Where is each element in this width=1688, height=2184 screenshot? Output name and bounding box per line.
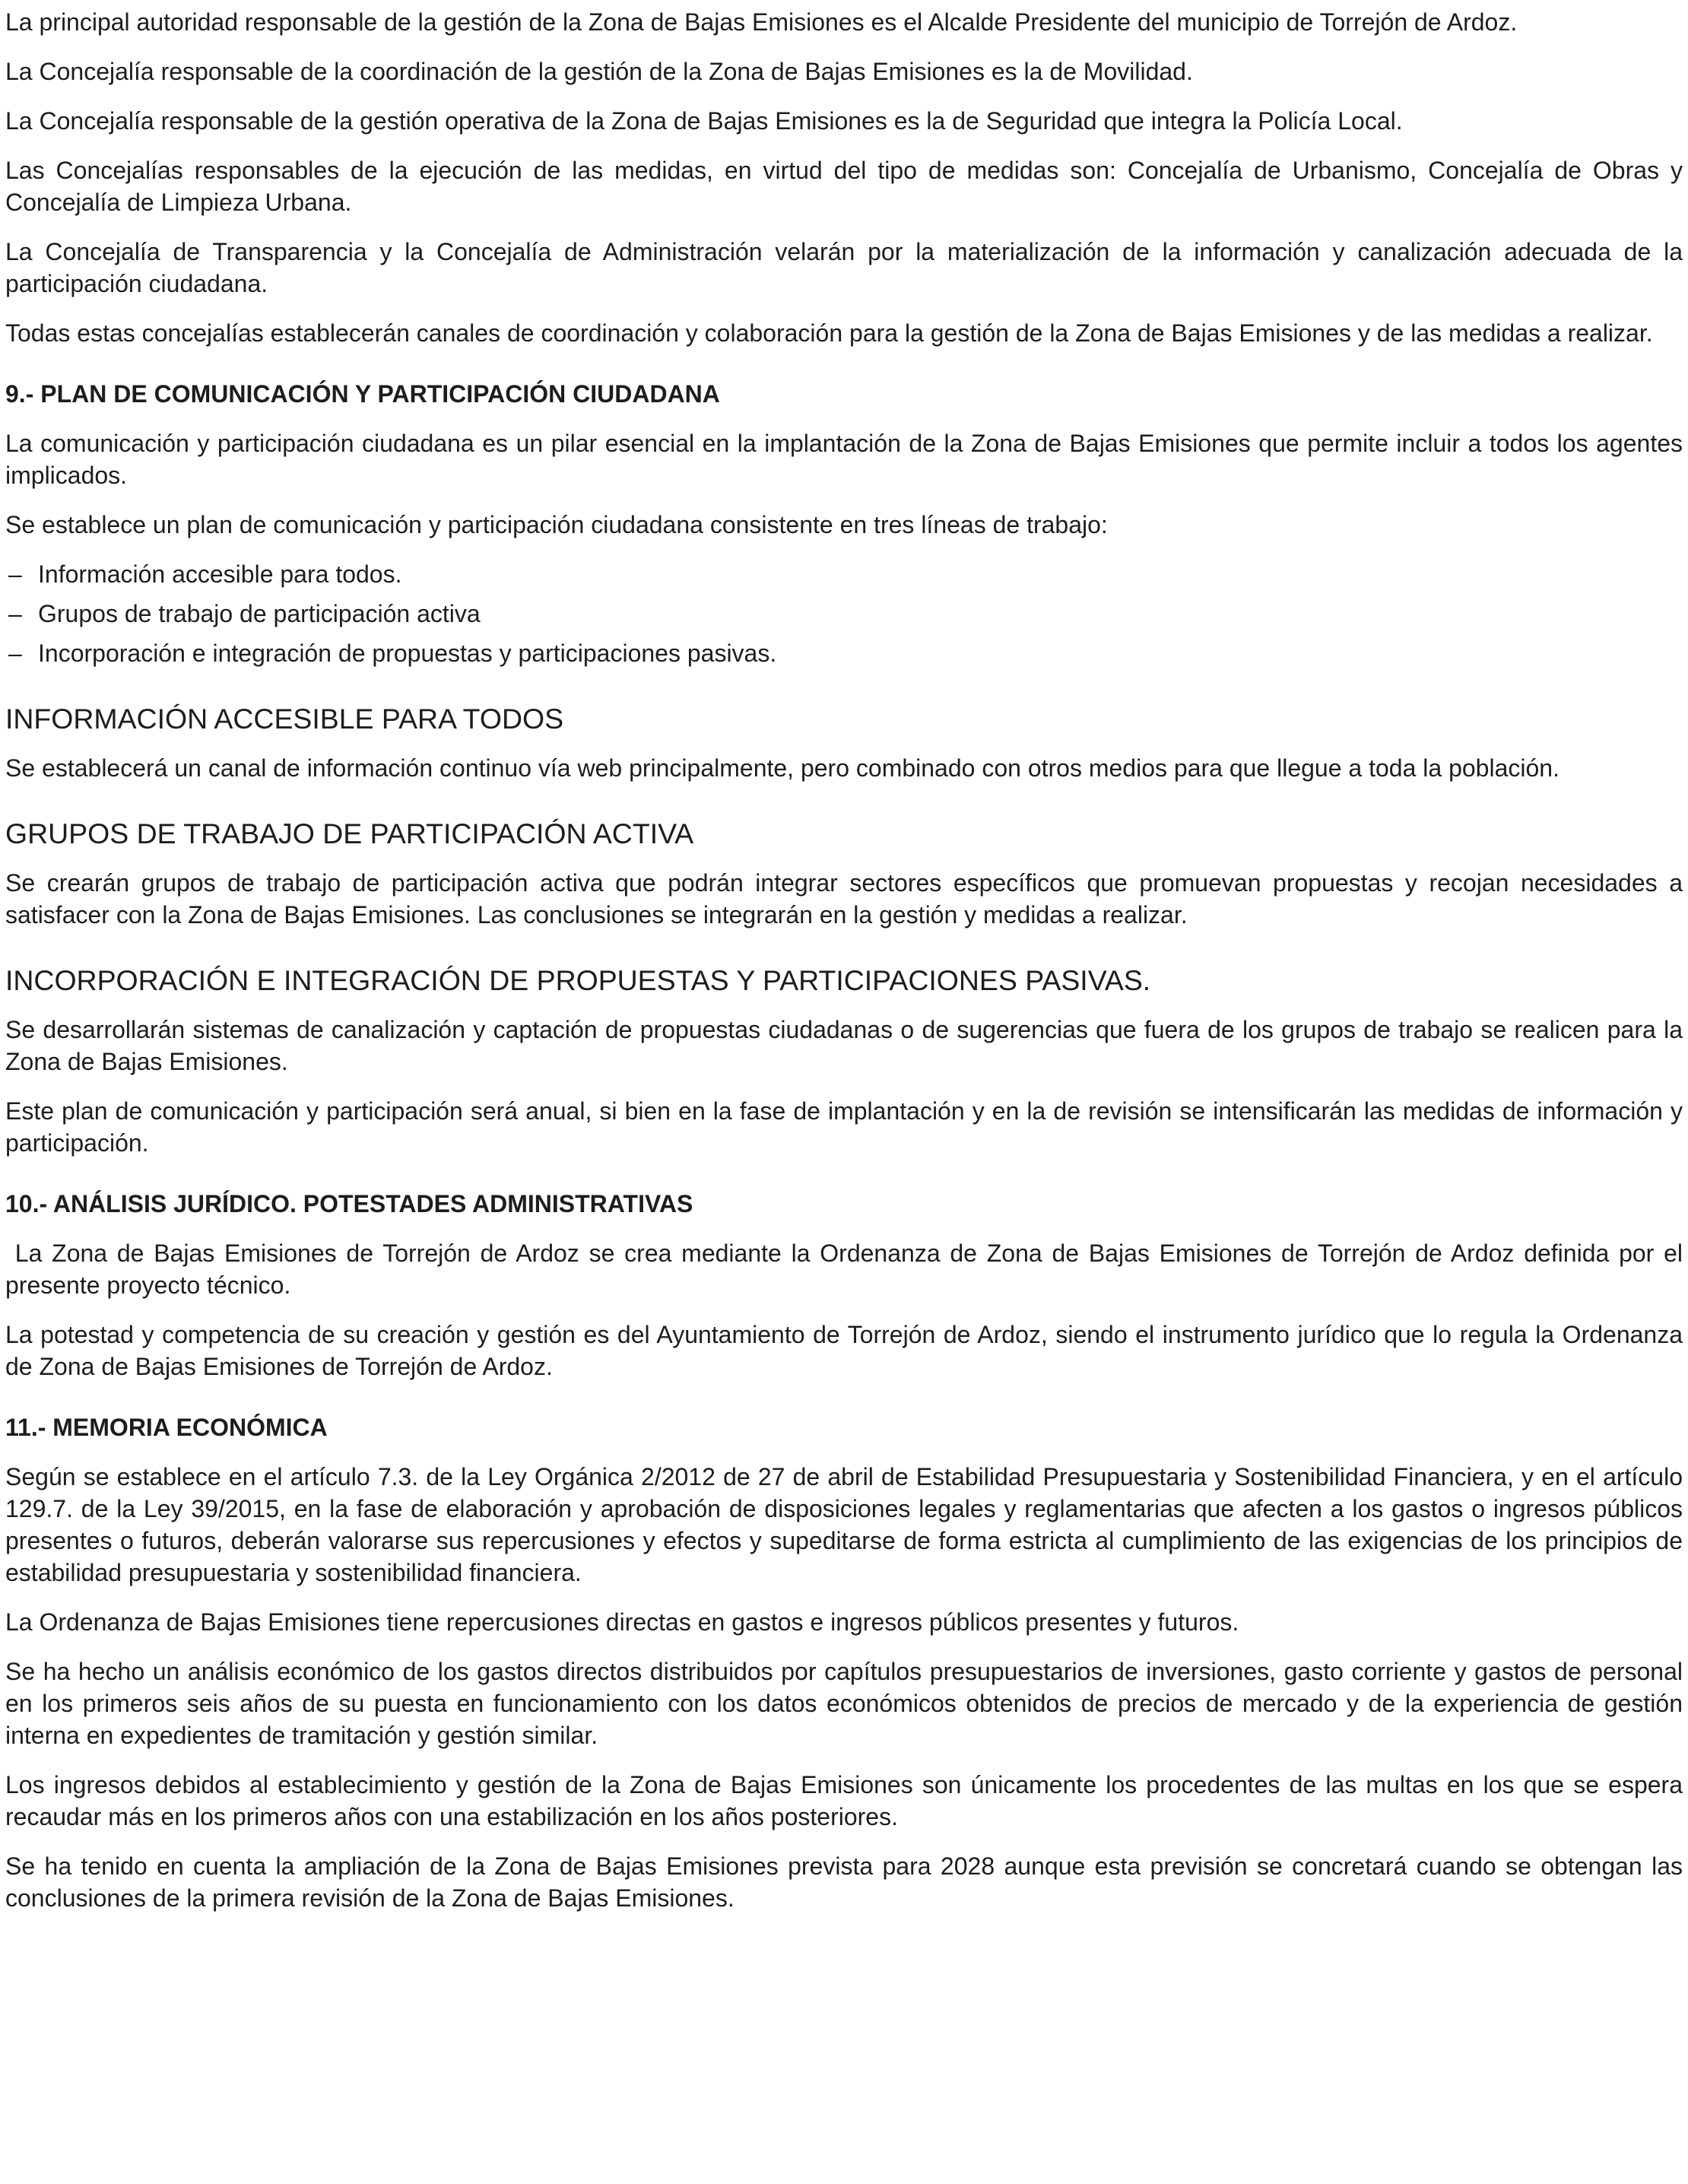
list-item-text: Incorporación e integración de propuestas y participaciones pasivas. xyxy=(38,640,777,667)
paragraph-direct-repercussions: La Ordenanza de Bajas Emisiones tiene repercusiones directas en gastos e ingresos públicos presentes y futuros. xyxy=(5,1608,1239,1636)
paragraph-communication-pillar: La comunicación y participación ciudadana es un pilar esencial en la implantación de la Zona de Bajas Emisiones que permite incluir a todos los agentes implicados. xyxy=(5,430,1683,489)
paragraph-2028-expansion: Se ha tenido en cuenta la ampliación de la Zona de Bajas Emisiones prevista para 2028 aunque esta previsión se concretará cuando se obtengan las conclusiones de la primera revisión de la Zona de Bajas Emisiones. xyxy=(5,1852,1683,1912)
paragraph-annual-plan: Este plan de comunicación y participación será anual, si bien en la fase de implantación y en la de revisión se intensificarán las medidas de información y participación. xyxy=(5,1097,1683,1157)
paragraph-coordination-channels: Todas estas concejalías establecerán canales de coordinación y colaboración para la gestión de la Zona de Bajas Emisiones y de las medidas a realizar. xyxy=(5,319,1653,347)
paragraph-budget-stability-law: Según se establece en el artículo 7.3. de la Ley Orgánica 2/2012 de 27 de abril de Estabilidad Presupuestaria y Sostenibilidad Financiera, y en el artículo 129.7. de la Ley 39/2015, en la fase de elaboración y aprobación de disposiciones legales y reglamentarias que afecten a los gastos o ingresos públicos presentes o futuros, deberán valorarse sus repercusiones y efectos y supeditarse de forma estricta al cumplimiento de las exigencias de los principios de estabilidad presupuestaria y sostenibilidad financiera. xyxy=(5,1463,1683,1586)
paragraph-web-channel: Se establecerá un canal de información continuo vía web principalmente, pero combinado con otros medios para que llegue a toda la población. xyxy=(5,754,1559,782)
paragraph-three-work-lines: Se establece un plan de comunicación y participación ciudadana consistente en tres líneas de trabajo: xyxy=(5,511,1108,538)
paragraph-channeling-systems: Se desarrollarán sistemas de canalización y captación de propuestas ciudadanas o de sugerencias que fuera de los grupos de trabajo se realicen para la Zona de Bajas Emisiones. xyxy=(5,1016,1683,1075)
paragraph-execution-departments: Las Concejalías responsables de la ejecución de las medidas, en virtud del tipo de medidas son: Concejalía de Urbanismo, Concejalía de Obras y Concejalía de Limpieza Urbana. xyxy=(5,157,1683,216)
paragraph-ordinance-creation: La Zona de Bajas Emisiones de Torrejón de Ardoz se crea mediante la Ordenanza de Zona de Bajas Emisiones de Torrejón de Ardoz definida por el presente proyecto técnico. xyxy=(5,1240,1683,1299)
subheading-accessible-information: INFORMACIÓN ACCESIBLE PARA TODOS xyxy=(5,703,564,735)
paragraph-work-groups-creation: Se crearán grupos de trabajo de participación activa que podrán integrar sectores específicos que promuevan propuestas y recojan necesidades a satisfacer con la Zona de Bajas Emisiones. Las conclusiones se integrarán en la gestión y medidas a realizar. xyxy=(5,869,1683,929)
list-item-accessible-info xyxy=(5,558,1683,590)
dash-bullet-icon: – xyxy=(8,640,22,667)
dash-bullet-icon: – xyxy=(8,600,22,627)
list-item-text: Información accesible para todos. xyxy=(38,560,402,588)
dash-bullet-icon: – xyxy=(8,560,22,588)
section-heading-9-communication-plan: 9.- PLAN DE COMUNICACIÓN Y PARTICIPACIÓN CIUDADANA xyxy=(5,380,720,408)
list-item-text: Grupos de trabajo de participación activa xyxy=(38,600,481,627)
paragraph-municipal-competence: La potestad y competencia de su creación y gestión es del Ayuntamiento de Torrejón de Ardoz, siendo el instrumento jurídico que lo regula la Ordenanza de Zona de Bajas Emisiones de Torrejón de Ardoz. xyxy=(5,1321,1683,1380)
list-item-proposals-integration xyxy=(5,637,1683,669)
section-heading-10-legal-analysis: 10.- ANÁLISIS JURÍDICO. POTESTADES ADMINISTRATIVAS xyxy=(5,1190,693,1217)
paragraph-authority: La principal autoridad responsable de la gestión de la Zona de Bajas Emisiones es el Alcalde Presidente del municipio de Torrejón de Ardoz. xyxy=(5,8,1518,36)
paragraph-economic-analysis: Se ha hecho un análisis económico de los gastos directos distribuidos por capítulos presupuestarios de inversiones, gasto corriente y gastos de personal en los primeros seis años de su puesta en funcionamiento con los datos económicos obtenidos de precios de mercado y de la experiencia de gestión interna en expedientes de tramitación y gestión similar. xyxy=(5,1658,1683,1749)
paragraph-operative-management: La Concejalía responsable de la gestión operativa de la Zona de Bajas Emisiones es la de Seguridad que integra la Policía Local. xyxy=(5,107,1403,135)
paragraph-fine-income: Los ingresos debidos al establecimiento y gestión de la Zona de Bajas Emisiones son únicamente los procedentes de las multas en los que se espera recaudar más en los primeros años con una estabilización en los años posteriores. xyxy=(5,1771,1683,1830)
subheading-passive-participation: INCORPORACIÓN E INTEGRACIÓN DE PROPUESTAS Y PARTICIPACIONES PASIVAS. xyxy=(5,964,1151,996)
section-heading-11-economic-report: 11.- MEMORIA ECONÓMICA xyxy=(5,1414,328,1441)
paragraph-coordination: La Concejalía responsable de la coordinación de la gestión de la Zona de Bajas Emisiones es la de Movilidad. xyxy=(5,58,1193,85)
list-item-work-groups xyxy=(5,598,1683,630)
paragraph-transparency: La Concejalía de Transparencia y la Concejalía de Administración velarán por la materialización de la información y canalización adecuada de la participación ciudadana. xyxy=(5,238,1683,297)
subheading-active-participation-groups: GRUPOS DE TRABAJO DE PARTICIPACIÓN ACTIVA xyxy=(5,817,694,849)
